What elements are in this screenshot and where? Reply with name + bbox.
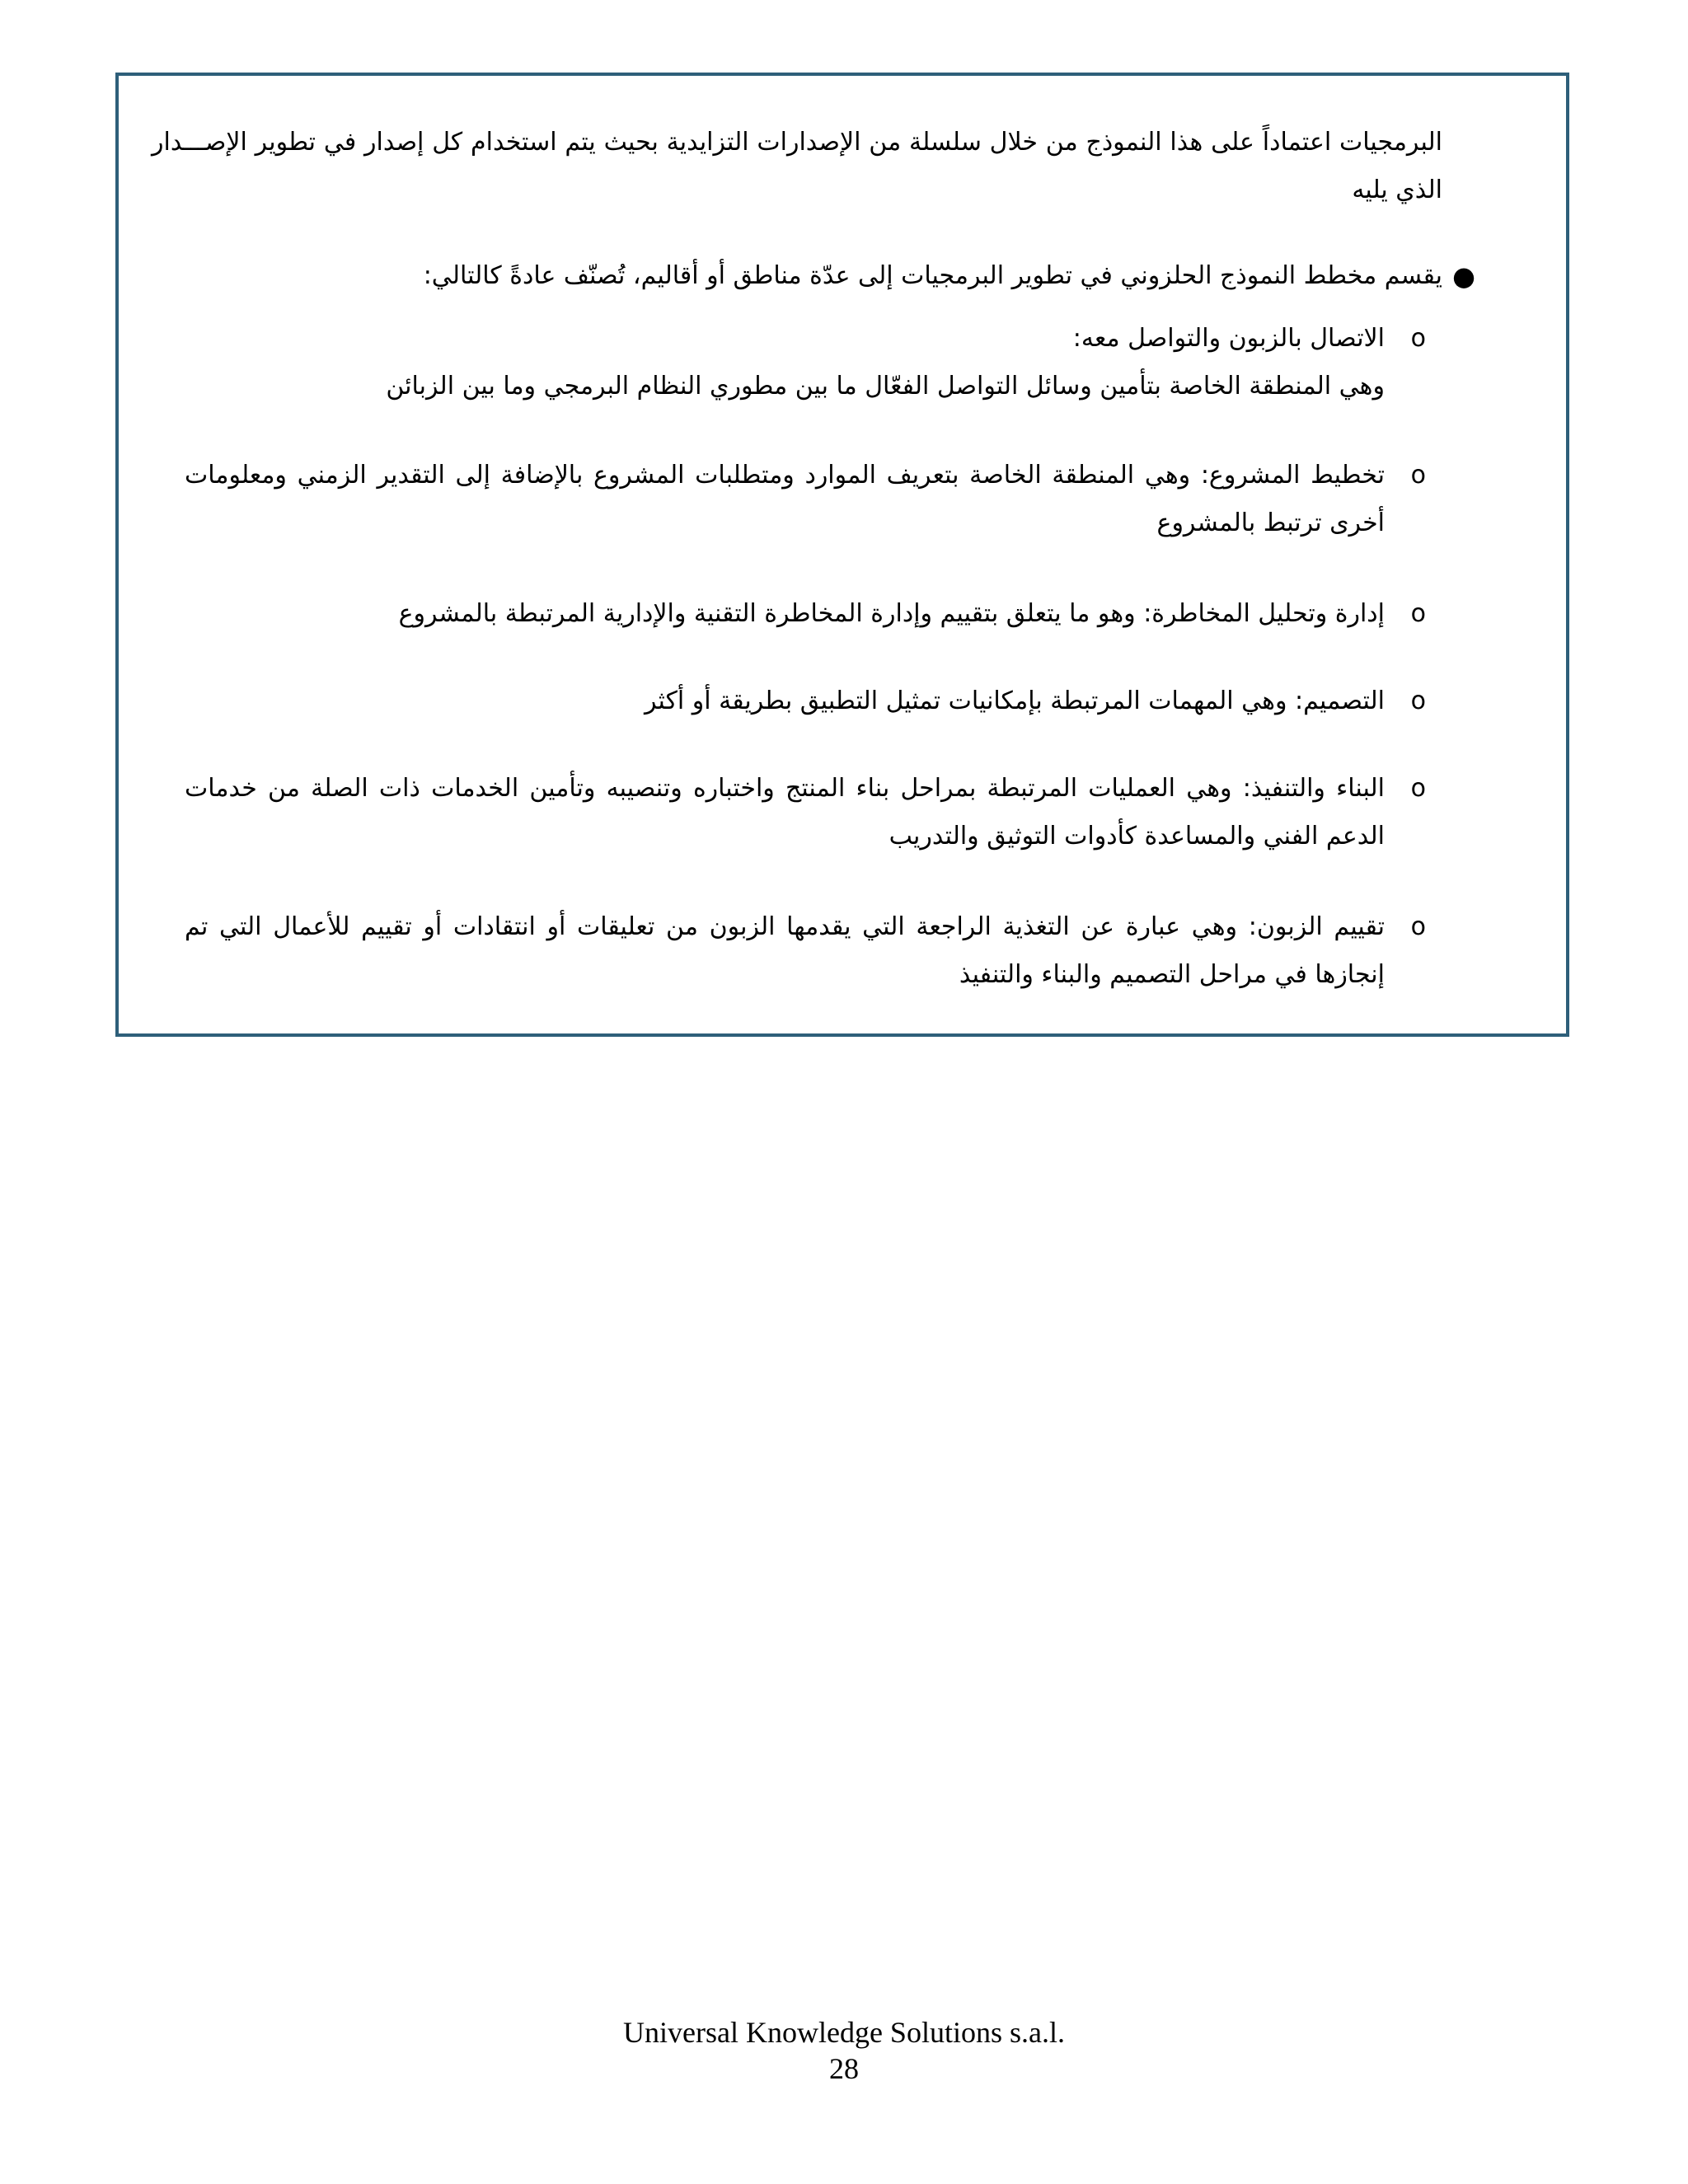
list-item [185,677,1426,725]
list-item [185,452,1426,547]
content-box [115,73,1569,1037]
list-item-text: البناء والتنفيذ: وهي العمليات المرتبطة بمراحل بناء المنتج واختباره وتنصيبه وتأمين الخدمات ذات الصلة من خدمات الدعم الفني والمساعدة كأدوات التوثيق والتدريب [185,774,1385,851]
main-bullet-item [152,252,1475,300]
circle-bullet-icon: o [1410,599,1426,628]
circle-bullet-icon: o [1410,461,1426,490]
footer-company: Universal Knowledge Solutions s.a.l. [623,2016,1065,2049]
bullet-dot-icon: ● [1452,260,1475,292]
list-item [185,903,1426,999]
circle-bullet-icon: o [1410,912,1426,941]
list-item-text: إدارة وتحليل المخاطرة: وهو ما يتعلق بتقييم وإدارة المخاطرة التقنية والإدارية المرتبطة بالمشروع [398,599,1385,628]
list-item-detail: وهي المنطقة الخاصة بتأمين وسائل التواصل الفعّال ما بين مطوري النظام البرمجي وما بين الزبائن [386,372,1385,401]
main-bullet-text: يقسم مخطط النموذج الحلزوني في تطوير البرمجيات إلى عدّة مناطق أو أقاليم، تُصنّف عادةً كالتالي: [423,261,1442,290]
page-footer [0,2014,1688,2087]
list-item-text: تقييم الزبون: وهي عبارة عن التغذية الراجعة التي يقدمها الزبون من تعليقات أو انتقادات أو تقييم للأعمال التي تم إنجازها في مراحل التصميم والبناء والتنفيذ [185,912,1385,989]
list-item-text: تخطيط المشروع: وهي المنطقة الخاصة بتعريف الموارد ومتطلبات المشروع بالإضافة إلى التقدير الزمني ومعلومات أخرى ترتبط بالمشروع [185,461,1385,537]
list-item [185,315,1426,410]
list-item-text: التصميم: وهي المهمات المرتبطة بإمكانيات تمثيل التطبيق بطريقة أو أكثر [645,687,1385,715]
list-item-text: الاتصال بالزبون والتواصل معه: [1072,324,1385,353]
circle-bullet-icon: o [1410,687,1426,715]
circle-bullet-icon: o [1410,324,1426,353]
circle-bullet-icon: o [1410,774,1426,803]
list-item [185,765,1426,860]
intro-paragraph: البرمجيات اعتماداً على هذا النموذج من خلال سلسلة من الإصدارات التزايدية بحيث يتم استخدام كل إصدار في تطوير الإصـــدار الذي يليه [152,128,1442,204]
list-item [185,590,1426,638]
page-number: 28 [829,2052,859,2085]
